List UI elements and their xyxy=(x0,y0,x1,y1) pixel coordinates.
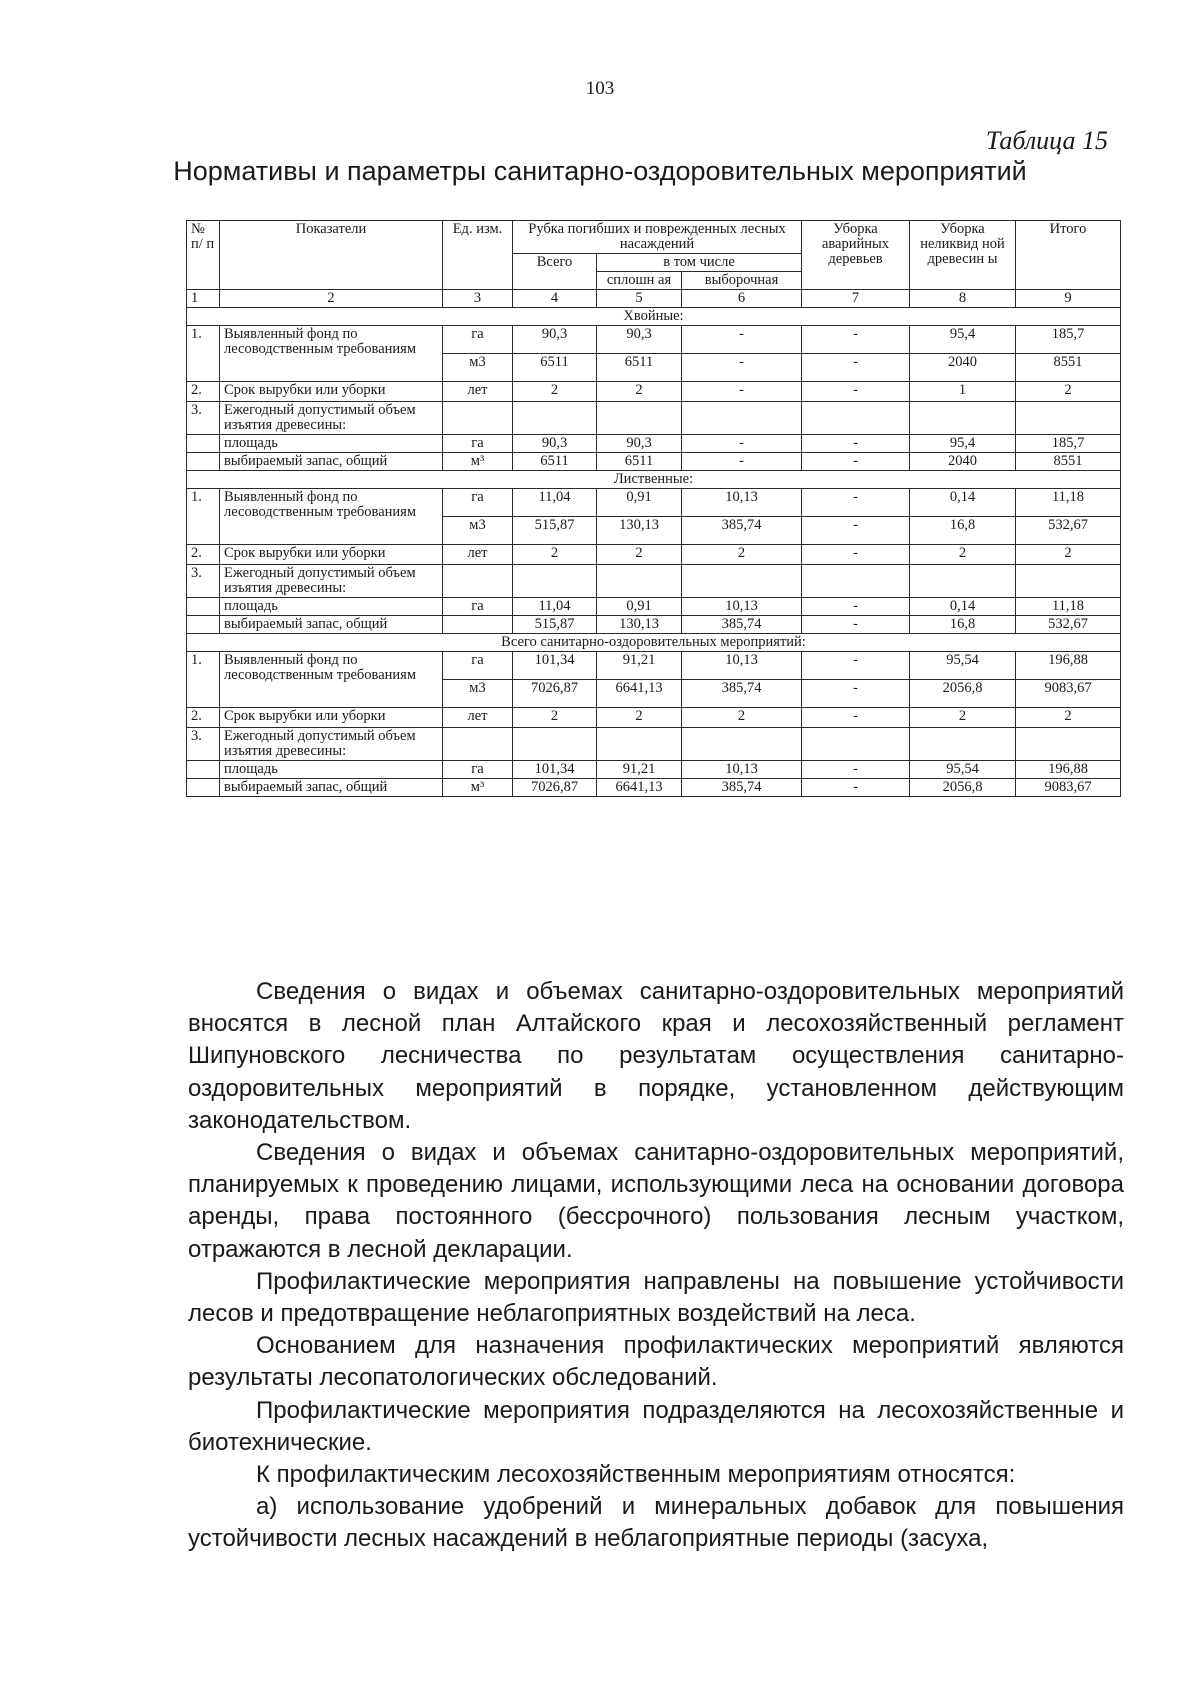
header-emergency: Уборка аварийных деревьев xyxy=(802,221,910,290)
empty-cell xyxy=(513,402,597,435)
table-row xyxy=(187,728,1121,761)
column-number: 6 xyxy=(682,290,802,308)
empty-cell xyxy=(1016,565,1121,598)
value-cell: 6511 xyxy=(597,354,682,382)
empty-cell xyxy=(802,402,910,435)
value-cell: - xyxy=(802,616,910,634)
value-cell: - xyxy=(682,453,802,471)
value-cell: 11,04 xyxy=(513,489,597,517)
table-row xyxy=(187,453,1121,471)
value-cell: 95,4 xyxy=(910,326,1016,354)
unit-cell: м3 xyxy=(443,354,513,382)
empty-cell xyxy=(187,616,220,634)
row-number: 3. xyxy=(187,565,220,598)
value-cell: - xyxy=(802,761,910,779)
section-title-row xyxy=(187,634,1121,652)
empty-cell xyxy=(513,728,597,761)
value-cell: 91,21 xyxy=(597,761,682,779)
section-title-row xyxy=(187,308,1121,326)
value-cell: 95,54 xyxy=(910,652,1016,680)
unit-cell: га xyxy=(443,435,513,453)
empty-cell xyxy=(443,565,513,598)
value-cell: 8551 xyxy=(1016,453,1121,471)
value-cell: 6511 xyxy=(597,453,682,471)
table-row xyxy=(187,598,1121,616)
row-number: 3. xyxy=(187,728,220,761)
value-cell: - xyxy=(802,779,910,797)
indicator-label: выбираемый запас, общий xyxy=(220,453,443,471)
empty-cell xyxy=(1016,728,1121,761)
indicator-label: Выявленный фонд по лесоводственным требованиям xyxy=(220,652,443,708)
section-title: Всего санитарно-оздоровительных мероприятий: xyxy=(187,634,1121,652)
table-row xyxy=(187,435,1121,453)
value-cell: - xyxy=(802,598,910,616)
value-cell: 90,3 xyxy=(597,435,682,453)
value-cell: 11,18 xyxy=(1016,598,1121,616)
header-total: Итого xyxy=(1016,221,1121,290)
value-cell: 2 xyxy=(910,545,1016,565)
value-cell: 7026,87 xyxy=(513,779,597,797)
unit-cell: лет xyxy=(443,545,513,565)
value-cell: 0,14 xyxy=(910,598,1016,616)
unit-cell: м³ xyxy=(443,779,513,797)
value-cell: 101,34 xyxy=(513,761,597,779)
paragraph: Профилактические мероприятия подразделяются на лесохозяйственные и биотехнические. xyxy=(188,1396,1124,1456)
column-number: 5 xyxy=(597,290,682,308)
empty-cell xyxy=(443,728,513,761)
empty-cell xyxy=(597,402,682,435)
unit-cell: га xyxy=(443,652,513,680)
empty-cell xyxy=(802,565,910,598)
row-number: 1. xyxy=(187,326,220,382)
value-cell: - xyxy=(802,326,910,354)
table-row xyxy=(187,326,1121,354)
value-cell: 90,3 xyxy=(513,435,597,453)
header-unit: Ед. изм. xyxy=(443,221,513,290)
column-number: 7 xyxy=(802,290,910,308)
value-cell: - xyxy=(802,708,910,728)
value-cell: 2056,8 xyxy=(910,779,1016,797)
value-cell: 2 xyxy=(597,545,682,565)
value-cell: 196,88 xyxy=(1016,761,1121,779)
value-cell: - xyxy=(802,489,910,517)
value-cell: - xyxy=(802,545,910,565)
value-cell: 10,13 xyxy=(682,652,802,680)
value-cell: - xyxy=(802,680,910,708)
value-cell: 11,18 xyxy=(1016,489,1121,517)
value-cell: 2 xyxy=(682,708,802,728)
value-cell: 385,74 xyxy=(682,680,802,708)
unit-cell: лет xyxy=(443,382,513,402)
value-cell: 130,13 xyxy=(597,517,682,545)
value-cell: 90,3 xyxy=(597,326,682,354)
value-cell: 185,7 xyxy=(1016,326,1121,354)
indicator-label: Выявленный фонд по лесоводственным требованиям xyxy=(220,326,443,382)
value-cell: 130,13 xyxy=(597,616,682,634)
empty-cell xyxy=(682,728,802,761)
body-text xyxy=(188,976,1124,1556)
indicator-label: Ежегодный допустимый объем изъятия древесины: xyxy=(220,402,443,435)
header-selective: выборочная xyxy=(682,272,802,290)
value-cell: 2 xyxy=(597,382,682,402)
value-cell: 10,13 xyxy=(682,489,802,517)
norms-table xyxy=(186,220,1121,797)
value-cell: 532,67 xyxy=(1016,616,1121,634)
column-number: 4 xyxy=(513,290,597,308)
unit-cell xyxy=(443,616,513,634)
value-cell: 532,67 xyxy=(1016,517,1121,545)
value-cell: 2 xyxy=(513,708,597,728)
value-cell: 16,8 xyxy=(910,517,1016,545)
value-cell: 6511 xyxy=(513,354,597,382)
value-cell: - xyxy=(802,453,910,471)
unit-cell: га xyxy=(443,326,513,354)
value-cell: 11,04 xyxy=(513,598,597,616)
header-clear: сплошн ая xyxy=(597,272,682,290)
row-number: 1. xyxy=(187,652,220,708)
paragraph: Основанием для назначения профилактических мероприятий являются результаты лесопатологических обследований. xyxy=(188,1332,1124,1392)
table-row xyxy=(187,382,1121,402)
value-cell: 95,4 xyxy=(910,435,1016,453)
value-cell: 101,34 xyxy=(513,652,597,680)
paragraph: Сведения о видах и объемах санитарно-оздоровительных мероприятий вносятся в лесной план Алтайского края и лесохозяйственный регламент Шипуновского лесничества по результатам осуществления санитарно-оздоровительных мероприятий в порядке, установленном действующим законодательством. xyxy=(188,978,1124,1134)
value-cell: 9083,67 xyxy=(1016,779,1121,797)
value-cell: 8551 xyxy=(1016,354,1121,382)
empty-cell xyxy=(187,435,220,453)
value-cell: 196,88 xyxy=(1016,652,1121,680)
header-illiquid: Уборка неликвид ной древесин ы xyxy=(910,221,1016,290)
value-cell: 2 xyxy=(1016,708,1121,728)
empty-cell xyxy=(187,761,220,779)
unit-cell: м³ xyxy=(443,453,513,471)
section-title: Хвойные: xyxy=(187,308,1121,326)
value-cell: - xyxy=(802,354,910,382)
indicator-label: площадь xyxy=(220,761,443,779)
value-cell: - xyxy=(682,326,802,354)
value-cell: 16,8 xyxy=(910,616,1016,634)
value-cell: - xyxy=(802,517,910,545)
value-cell: - xyxy=(802,382,910,402)
value-cell: 2 xyxy=(1016,545,1121,565)
value-cell: - xyxy=(802,435,910,453)
column-number: 8 xyxy=(910,290,1016,308)
table-body xyxy=(187,308,1121,797)
value-cell: 2040 xyxy=(910,453,1016,471)
value-cell: 385,74 xyxy=(682,517,802,545)
value-cell: - xyxy=(682,382,802,402)
value-cell: 10,13 xyxy=(682,598,802,616)
empty-cell xyxy=(513,565,597,598)
value-cell: 91,21 xyxy=(597,652,682,680)
empty-cell xyxy=(1016,402,1121,435)
row-number: 1. xyxy=(187,489,220,545)
value-cell: 2 xyxy=(1016,382,1121,402)
empty-cell xyxy=(910,565,1016,598)
indicator-label: Ежегодный допустимый объем изъятия древесины: xyxy=(220,565,443,598)
empty-cell xyxy=(682,565,802,598)
header-felling-group: Рубка погибших и поврежденных лесных насаждений xyxy=(513,221,802,254)
value-cell: 6511 xyxy=(513,453,597,471)
unit-cell: м3 xyxy=(443,680,513,708)
value-cell: 385,74 xyxy=(682,616,802,634)
value-cell: 385,74 xyxy=(682,779,802,797)
value-cell: 2 xyxy=(910,708,1016,728)
empty-cell xyxy=(682,402,802,435)
indicator-label: выбираемый запас, общий xyxy=(220,616,443,634)
paragraph: а) использование удобрений и минеральных добавок для повышения устойчивости лесных насаждений в неблагоприятные периоды (засуха, xyxy=(188,1493,1124,1553)
value-cell: 1 xyxy=(910,382,1016,402)
value-cell: 9083,67 xyxy=(1016,680,1121,708)
empty-cell xyxy=(802,728,910,761)
table-row xyxy=(187,545,1121,565)
column-number: 3 xyxy=(443,290,513,308)
indicator-label: Выявленный фонд по лесоводственным требованиям xyxy=(220,489,443,545)
indicator-label: Срок вырубки или уборки xyxy=(220,545,443,565)
value-cell: - xyxy=(682,354,802,382)
value-cell: 6641,13 xyxy=(597,680,682,708)
empty-cell xyxy=(910,402,1016,435)
column-number: 2 xyxy=(220,290,443,308)
value-cell: 7026,87 xyxy=(513,680,597,708)
value-cell: 2056,8 xyxy=(910,680,1016,708)
value-cell: 95,54 xyxy=(910,761,1016,779)
column-numbers-row xyxy=(187,290,1121,308)
value-cell: 2040 xyxy=(910,354,1016,382)
value-cell: 2 xyxy=(682,545,802,565)
row-number: 2. xyxy=(187,708,220,728)
row-number: 3. xyxy=(187,402,220,435)
row-number: 2. xyxy=(187,545,220,565)
empty-cell xyxy=(443,402,513,435)
empty-cell xyxy=(597,565,682,598)
table-header xyxy=(187,221,1121,308)
table-row xyxy=(187,761,1121,779)
value-cell: - xyxy=(682,435,802,453)
section-title-row xyxy=(187,471,1121,489)
column-number: 1 xyxy=(187,290,220,308)
indicator-label: Срок вырубки или уборки xyxy=(220,708,443,728)
indicator-label: выбираемый запас, общий xyxy=(220,779,443,797)
value-cell: 90,3 xyxy=(513,326,597,354)
paragraph: Профилактические мероприятия направлены на повышение устойчивости лесов и предотвращение неблагоприятных воздействий на леса. xyxy=(188,1267,1124,1328)
value-cell: - xyxy=(802,652,910,680)
value-cell: 515,87 xyxy=(513,517,597,545)
unit-cell: м3 xyxy=(443,517,513,545)
table-row xyxy=(187,779,1121,797)
value-cell: 2 xyxy=(513,545,597,565)
table-row xyxy=(187,489,1121,517)
empty-cell xyxy=(187,598,220,616)
value-cell: 0,91 xyxy=(597,489,682,517)
column-number: 9 xyxy=(1016,290,1121,308)
empty-cell xyxy=(187,779,220,797)
value-cell: 0,14 xyxy=(910,489,1016,517)
header-total-felling: Всего xyxy=(513,254,597,290)
value-cell: 0,91 xyxy=(597,598,682,616)
value-cell: 10,13 xyxy=(682,761,802,779)
empty-cell xyxy=(597,728,682,761)
unit-cell: га xyxy=(443,489,513,517)
table-title: Нормативы и параметры санитарно-оздоровительных мероприятий xyxy=(173,156,1027,186)
header-including: в том числе xyxy=(597,254,802,272)
value-cell: 2 xyxy=(597,708,682,728)
empty-cell xyxy=(187,453,220,471)
table-row xyxy=(187,652,1121,680)
table-row xyxy=(187,708,1121,728)
empty-cell xyxy=(910,728,1016,761)
table-row xyxy=(187,565,1121,598)
row-number: 2. xyxy=(187,382,220,402)
value-cell: 2 xyxy=(513,382,597,402)
section-title: Лиственные: xyxy=(187,471,1121,489)
value-cell: 6641,13 xyxy=(597,779,682,797)
indicator-label: площадь xyxy=(220,435,443,453)
table-row xyxy=(187,402,1121,435)
unit-cell: га xyxy=(443,598,513,616)
paragraph: Сведения о видах и объемах санитарно-оздоровительных мероприятий, планируемых к проведению лицами, использующими леса на основании договора аренды, права постоянного (бессрочного) пользования лесным участком, отражаются в лесной декларации. xyxy=(188,1139,1124,1263)
value-cell: 515,87 xyxy=(513,616,597,634)
indicator-label: площадь xyxy=(220,598,443,616)
table-row xyxy=(187,616,1121,634)
table-caption: Таблица 15 xyxy=(985,126,1108,155)
page-number: 103 xyxy=(585,78,615,99)
header-num: № п/ п xyxy=(187,221,220,290)
unit-cell: лет xyxy=(443,708,513,728)
header-indicator: Показатели xyxy=(220,221,443,290)
indicator-label: Срок вырубки или уборки xyxy=(220,382,443,402)
paragraph: К профилактическим лесохозяйственным мероприятиям относятся: xyxy=(256,1461,1016,1489)
value-cell: 185,7 xyxy=(1016,435,1121,453)
indicator-label: Ежегодный допустимый объем изъятия древесины: xyxy=(220,728,443,761)
unit-cell: га xyxy=(443,761,513,779)
